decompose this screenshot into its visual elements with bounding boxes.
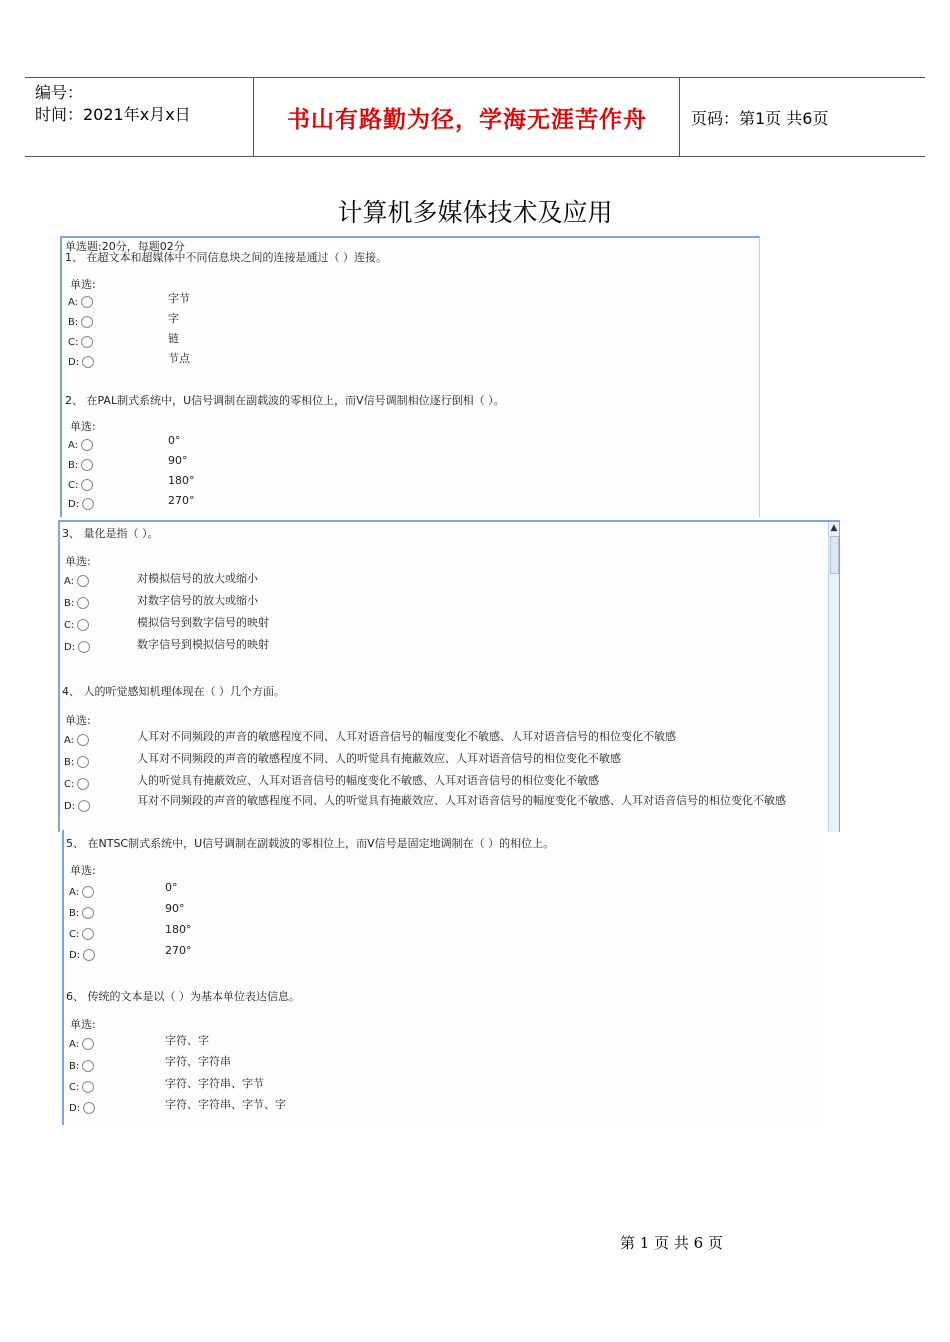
option-letter: C: [64, 778, 89, 790]
option-letter: B: [68, 316, 93, 328]
option-letter: A: [64, 734, 89, 746]
option-text: 字节 [168, 292, 190, 305]
question-1: 1、 在超文本和超媒体中不同信息块之间的连接是通过（ ）连接。 [65, 251, 387, 264]
option-letter: D: [68, 498, 94, 510]
option-letter: B: [69, 907, 94, 919]
option-letter: A: [64, 575, 89, 587]
option-text: 字符、字符串、字节 [165, 1077, 264, 1090]
radio-button[interactable] [82, 1038, 94, 1050]
number-label: 编号： [35, 83, 84, 102]
question-5: 5、 在NTSC制式系统中，U信号调制在副载波的零相位上，而V信号是固定地调制在（ ）的相位上。 [66, 837, 555, 850]
radio-button[interactable] [82, 1060, 94, 1072]
option-text: 字 [168, 312, 179, 325]
option-letter: D: [69, 1102, 95, 1114]
document-header [25, 77, 925, 157]
radio-button[interactable] [81, 336, 93, 348]
option-letter: D: [69, 949, 95, 961]
radio-button[interactable] [78, 800, 90, 812]
option-letter: C: [69, 1081, 94, 1093]
document-title: 计算机多媒体技术及应用 [337, 198, 613, 227]
option-letter: D: [64, 641, 90, 653]
radio-button[interactable] [81, 459, 93, 471]
option-text: 180° [168, 474, 195, 487]
radio-button[interactable] [81, 296, 93, 308]
option-text: 链 [168, 332, 179, 345]
option-text: 人耳对不同频段的声音的敏感程度不同、人耳对语音信号的幅度变化不敏感、人耳对语音信号的相位变化不敏感 [137, 730, 676, 743]
option-text: 90° [165, 902, 185, 915]
radio-button[interactable] [81, 439, 93, 451]
single-choice-label: 单选: [70, 1018, 96, 1031]
option-text: 模拟信号到数字信号的映射 [137, 616, 269, 629]
option-text: 90° [168, 454, 188, 467]
radio-button[interactable] [82, 356, 94, 368]
question-2: 2、 在PAL制式系统中，U信号调制在副载波的零相位上，而V信号调制相位逐行倒相（ ）。 [65, 394, 505, 407]
option-letter: C: [64, 619, 89, 631]
scrollbar[interactable] [828, 522, 839, 832]
option-text: 180° [165, 923, 192, 936]
single-choice-label: 单选: [65, 714, 91, 727]
option-text: 字符、字符串 [165, 1055, 231, 1068]
section-header: 单选题:20分，每题02分 [65, 240, 185, 253]
option-text: 0° [165, 881, 178, 894]
question-4: 4、 人的听觉感知机理体现在（ ）几个方面。 [62, 685, 285, 698]
page-info: 页码：第1页 共6页 [691, 108, 829, 128]
scrollbar-thumb[interactable] [830, 536, 839, 574]
radio-button[interactable] [81, 479, 93, 491]
single-choice-label: 单选: [70, 278, 96, 291]
header-left-cell [35, 82, 191, 126]
option-letter: B: [68, 459, 93, 471]
option-text: 字符、字 [165, 1034, 209, 1047]
option-letter: B: [64, 756, 89, 768]
option-letter: D: [68, 356, 94, 368]
radio-button[interactable] [81, 316, 93, 328]
radio-button[interactable] [77, 597, 89, 609]
radio-button[interactable] [83, 1102, 95, 1114]
quiz-screenshot-2 [58, 520, 840, 832]
option-text: 270° [165, 944, 192, 957]
page-footer: 第 1 页 共 6 页 [620, 1234, 723, 1252]
question-6: 6、 传统的文本是以（ ）为基本单位表达信息。 [66, 990, 300, 1003]
option-letter: D: [64, 800, 90, 812]
radio-button[interactable] [83, 949, 95, 961]
radio-button[interactable] [77, 575, 89, 587]
option-text: 对模拟信号的放大或缩小 [137, 572, 258, 585]
single-choice-label: 单选: [70, 420, 96, 433]
header-divider [253, 78, 254, 156]
radio-button[interactable] [82, 907, 94, 919]
scroll-up-arrow-icon[interactable]: ▲ [830, 523, 838, 533]
single-choice-label: 单选: [65, 555, 91, 568]
header-divider [679, 78, 680, 156]
option-letter: A: [69, 1038, 94, 1050]
quiz-screenshot-1 [60, 236, 760, 517]
radio-button[interactable] [77, 756, 89, 768]
radio-button[interactable] [82, 498, 94, 510]
option-text: 人耳对不同频段的声音的敏感程度不同、人的听觉具有掩蔽效应、人耳对语音信号的相位变化不敏感 [137, 752, 621, 765]
option-letter: A: [69, 886, 94, 898]
quiz-screenshot-3 [62, 830, 824, 1125]
radio-button[interactable] [77, 734, 89, 746]
option-text: 耳对不同频段的声音的敏感程度不同、人的听觉具有掩蔽效应、人耳对语音信号的幅度变化不敏感、人耳对语音信号的相位变化不敏感 [137, 794, 786, 807]
option-letter: A: [68, 439, 93, 451]
option-text: 数字信号到模拟信号的映射 [137, 638, 269, 651]
radio-button[interactable] [78, 641, 90, 653]
option-text: 0° [168, 434, 181, 447]
radio-button[interactable] [77, 778, 89, 790]
option-letter: C: [68, 479, 93, 491]
time-label: 时间：2021年x月x日 [35, 105, 191, 124]
option-text: 节点 [168, 352, 190, 365]
option-text: 人的听觉具有掩蔽效应、人耳对语音信号的幅度变化不敏感、人耳对语音信号的相位变化不敏感 [137, 774, 599, 787]
option-text: 字符、字符串、字节、字 [165, 1098, 286, 1111]
option-letter: B: [69, 1060, 94, 1072]
radio-button[interactable] [82, 1081, 94, 1093]
radio-button[interactable] [77, 619, 89, 631]
motto: 书山有路勤为径，学海无涯苦作舟 [287, 106, 647, 133]
option-letter: C: [69, 928, 94, 940]
radio-button[interactable] [82, 928, 94, 940]
option-letter: C: [68, 336, 93, 348]
single-choice-label: 单选: [70, 864, 96, 877]
option-text: 270° [168, 494, 195, 507]
option-text: 对数字信号的放大或缩小 [137, 594, 258, 607]
radio-button[interactable] [82, 886, 94, 898]
question-3: 3、 量化是指（ ）。 [62, 527, 159, 540]
option-letter: B: [64, 597, 89, 609]
option-letter: A: [68, 296, 93, 308]
